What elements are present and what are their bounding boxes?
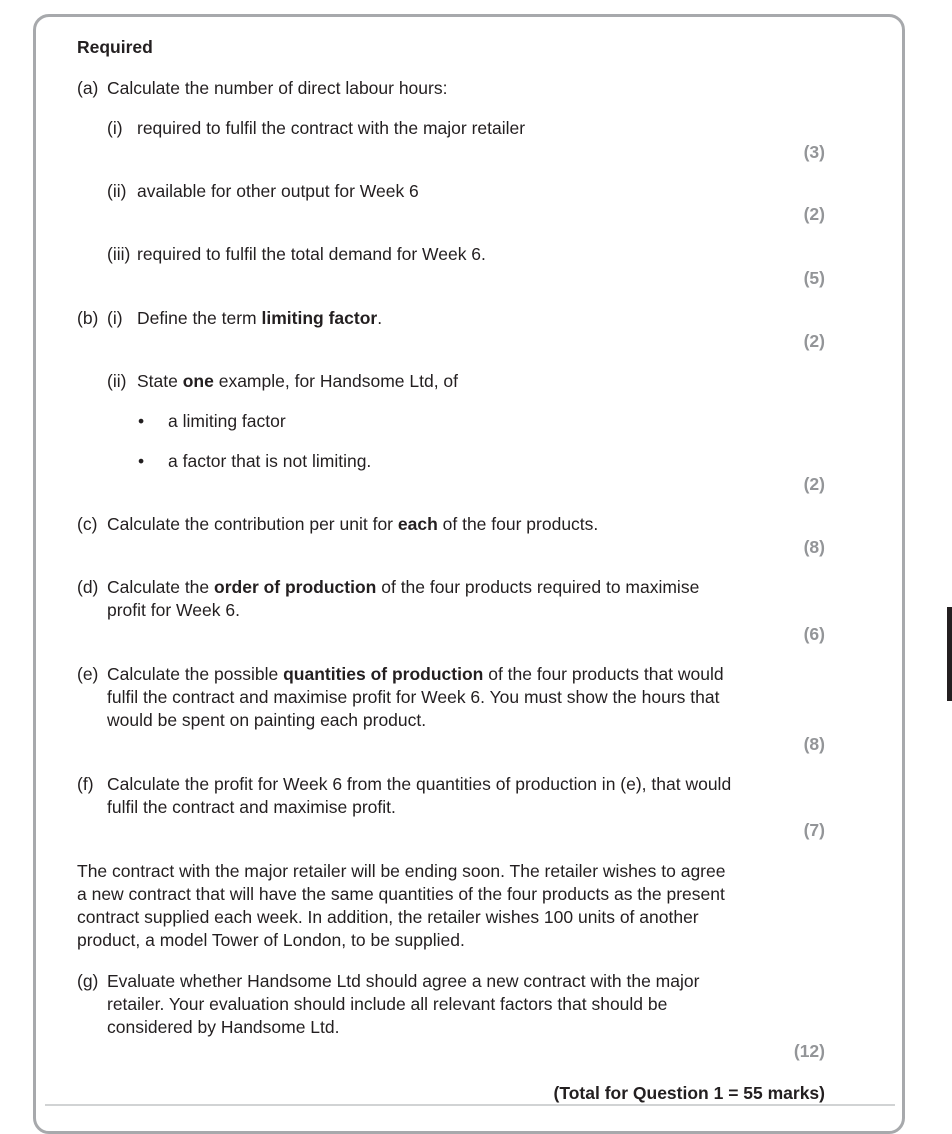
question-e-text-line2: fulfil the contract and maximise profit for Week 6. You must show the hours that bbox=[107, 687, 720, 707]
question-a-ii-marks: (2) bbox=[803, 204, 825, 224]
bullet-icon: • bbox=[138, 411, 145, 431]
question-a-i-marks: (3) bbox=[803, 142, 825, 162]
question-g-label: (g) bbox=[77, 971, 99, 991]
question-c-label: (c) bbox=[77, 514, 98, 534]
divider bbox=[45, 1104, 895, 1106]
question-g-text-line2: retailer. Your evaluation should include all relevant factors that should be bbox=[107, 994, 668, 1014]
question-d-text: Calculate the order of production of the four products required to maximise bbox=[107, 577, 700, 597]
scenario-paragraph-line: contract supplied each week. In addition, the retailer wishes 100 units of another bbox=[77, 907, 699, 927]
question-b-i-label: (i) bbox=[107, 308, 123, 328]
required-heading: Required bbox=[77, 37, 153, 57]
question-a-ii-label: (ii) bbox=[107, 181, 127, 201]
question-f-text-line2: fulfil the contract and maximise profit. bbox=[107, 797, 396, 817]
question-c-marks: (8) bbox=[803, 537, 825, 557]
question-c-text: Calculate the contribution per unit for each of the four products. bbox=[107, 514, 599, 534]
question-a-i-text: required to fulfil the contract with the major retailer bbox=[137, 118, 526, 138]
question-e-marks: (8) bbox=[803, 734, 825, 754]
question-a-text: Calculate the number of direct labour hours: bbox=[107, 78, 448, 98]
question-g-text: Evaluate whether Handsome Ltd should agree a new contract with the major bbox=[107, 971, 700, 991]
question-b-ii-text: State one example, for Handsome Ltd, of bbox=[137, 371, 459, 391]
question-b-label: (b) bbox=[77, 308, 99, 328]
question-e-text-line3: would be spent on painting each product. bbox=[107, 710, 427, 730]
bullet-item: a limiting factor bbox=[168, 411, 286, 431]
question-total: (Total for Question 1 = 55 marks) bbox=[553, 1083, 825, 1103]
question-d-label: (d) bbox=[77, 577, 99, 597]
question-d-marks: (6) bbox=[803, 624, 825, 644]
question-d-text-line2: profit for Week 6. bbox=[107, 600, 240, 620]
bullet-icon: • bbox=[138, 451, 145, 471]
question-g-marks: (12) bbox=[793, 1041, 825, 1061]
question-b-ii-marks: (2) bbox=[803, 474, 825, 494]
scenario-paragraph-line: The contract with the major retailer will be ending soon. The retailer wishes to agree bbox=[77, 861, 726, 881]
page-edge-marker bbox=[947, 607, 952, 701]
question-a-i-label: (i) bbox=[107, 118, 123, 138]
question-e-text: Calculate the possible quantities of production of the four products that would bbox=[107, 664, 724, 684]
question-b-ii-label: (ii) bbox=[107, 371, 127, 391]
question-a-iii-marks: (5) bbox=[803, 268, 825, 288]
question-b-i-text: Define the term limiting factor. bbox=[137, 308, 383, 328]
question-a-label: (a) bbox=[77, 78, 99, 98]
bullet-item: a factor that is not limiting. bbox=[168, 451, 372, 471]
question-f-marks: (7) bbox=[803, 820, 825, 840]
scenario-paragraph-line: a new contract that will have the same quantities of the four products as the present bbox=[77, 884, 725, 904]
question-f-label: (f) bbox=[77, 774, 94, 794]
question-e-label: (e) bbox=[77, 664, 99, 684]
question-g-text-line3: considered by Handsome Ltd. bbox=[107, 1017, 340, 1037]
question-b-i-marks: (2) bbox=[803, 331, 825, 351]
question-f-text: Calculate the profit for Week 6 from the quantities of production in (e), that would bbox=[107, 774, 732, 794]
question-a-iii-text: required to fulfil the total demand for Week 6. bbox=[137, 244, 486, 264]
scenario-paragraph-line: product, a model Tower of London, to be supplied. bbox=[77, 930, 465, 950]
question-a-ii-text: available for other output for Week 6 bbox=[137, 181, 419, 201]
question-a-iii-label: (iii) bbox=[107, 244, 131, 264]
